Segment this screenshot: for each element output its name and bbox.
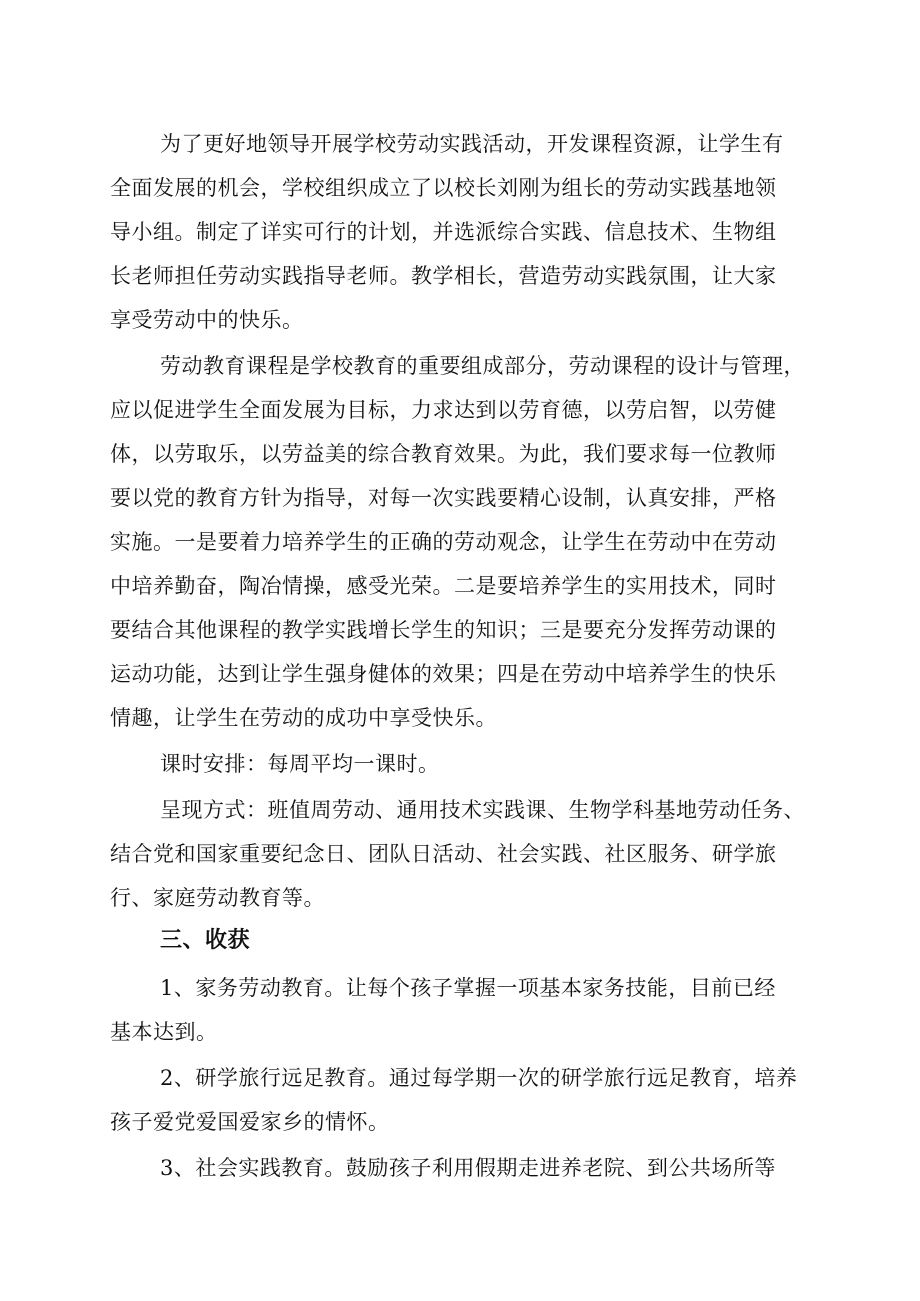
text-line: 享受劳动中的快乐。: [110, 308, 304, 332]
text-line: 行、家庭劳动教育等。: [110, 886, 325, 910]
text-line: 要结合其他课程的教学实践增长学生的知识；三是要充分发挥劳动课的: [110, 618, 777, 642]
text-line: 结合党和国家重要纪念日、团队日活动、社会实践、社区服务、研学旅: [110, 842, 777, 866]
text-line: 3、社会实践教育。鼓励孩子利用假期走进养老院、到公共场所等: [160, 1156, 776, 1180]
text-line: 体，以劳取乐，以劳益美的综合教育效果。为此，我们要求每一位教师: [110, 442, 777, 466]
text-line: 应以促进学生全面发展为目标，力求达到以劳育德，以劳启智，以劳健: [110, 398, 777, 422]
text-line: 全面发展的机会，学校组织成立了以校长刘刚为组长的劳动实践基地领: [110, 176, 777, 200]
text-line: 运动功能，达到让学生强身健体的效果；四是在劳动中培养学生的快乐: [110, 662, 777, 686]
text-line: 情趣，让学生在劳动的成功中享受快乐。: [110, 706, 497, 730]
text-line: 劳动教育课程是学校教育的重要组成部分，劳动课程的设计与管理，: [160, 354, 805, 378]
text-line: 中培养勤奋，陶冶情操，感受光荣。二是要培养学生的实用技术，同时: [110, 574, 777, 598]
text-line: 实施。一是要着力培养学生的正确的劳动观念，让学生在劳动中在劳动: [110, 530, 777, 554]
text-line: 孩子爱党爱国爱家乡的情怀。: [110, 1110, 390, 1134]
text-line: 1、家务劳动教育。让每个孩子掌握一项基本家务技能，目前已经: [160, 976, 776, 1000]
text-line: 呈现方式：班值周劳动、通用技术实践课、生物学科基地劳动任务、: [160, 798, 805, 822]
text-line: 为了更好地领导开展学校劳动实践活动，开发课程资源，让学生有: [160, 132, 784, 156]
text-line: 长老师担任劳动实践指导老师。教学相长，营造劳动实践氛围，让大家: [110, 264, 777, 288]
text-line: 导小组。制定了详实可行的计划，并选派综合实践、信息技术、生物组: [110, 220, 777, 244]
text-line: 2、研学旅行远足教育。通过每学期一次的研学旅行远足教育，培养: [160, 1066, 798, 1090]
text-line: 要以党的教育方针为指导，对每一次实践要精心设制，认真安排，严格: [110, 486, 777, 510]
text-line: 基本达到。: [110, 1020, 218, 1044]
section-heading: 三、收获: [160, 928, 251, 953]
schedule-line: 课时安排：每周平均一课时。: [160, 752, 440, 776]
